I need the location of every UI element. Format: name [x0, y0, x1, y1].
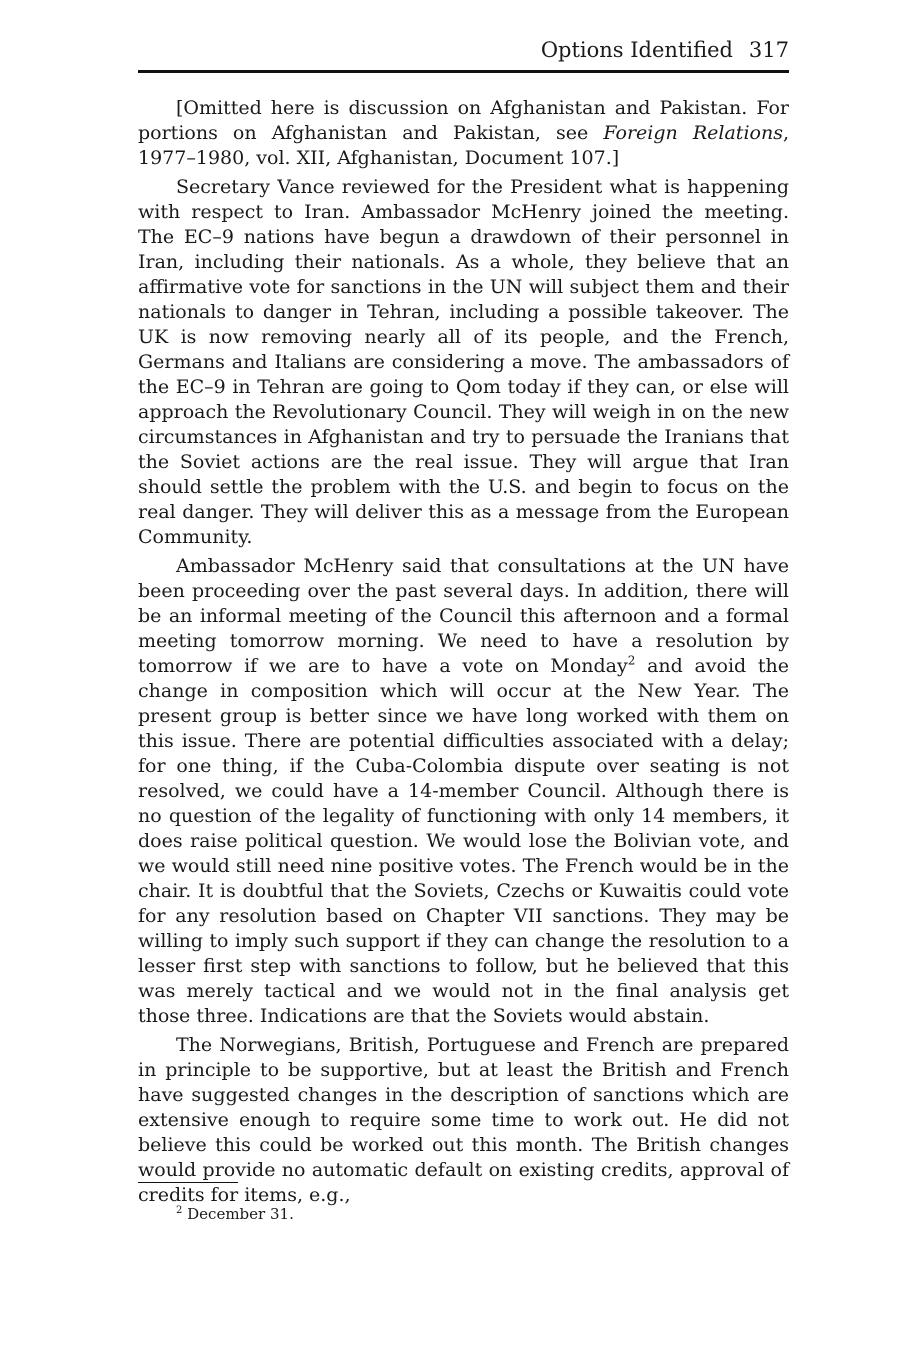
footnote-text: December 31.: [187, 1205, 294, 1223]
footnote-mark: 2: [176, 1205, 183, 1216]
paragraph-mchenry: [138, 554, 789, 1029]
paragraph-vance: Secretary Vance reviewed for the President what is happening with respect to Iran. Ambassador McHenry joined the meeting. The EC–9 nations have begun a drawdown of their personnel in Iran, including their nationals. As a whole, they believe that an affirmative vote for sanctions in the UN will subject them and their nationals to danger in Tehran, including a possible takeover. The UK is now removing nearly all of its people, and the French, Germans and Italians are considering a move. The ambassadors of the EC–9 in Tehran are going to Qom today if they can, or else will approach the Revolutionary Council. They will weigh in on the new circumstances in Afghanistan and try to persuade the Iranians that the Soviet actions are the real issue. They will argue that Iran should settle the problem with the U.S. and begin to focus on the real danger. They will deliver this as a message from the European Community.: [138, 176, 789, 548]
p3-text-before: Ambassador McHenry said that consultations at the UN have been proceeding over the past several days. In addition, there will be an informal meeting of the Council this afternoon and a formal meeting tomorrow morning. We need to have a resolution by tomorrow if we are to have a vote on Monday: [138, 555, 789, 677]
page-number: 317: [748, 38, 789, 62]
paragraph-omitted-note: [138, 96, 789, 171]
footnote-ref[interactable]: 2: [627, 653, 636, 668]
footnote: [176, 1205, 294, 1223]
p1-text-before: [Omitted here is discussion on Afghanistan and Pakistan. For portions on Afghanistan and Pakistan, see: [138, 97, 789, 144]
p3-text-after: and avoid the change in composition which will occur at the New Year. The present group is better since we have long worked with them on this issue. There are potential difficulties associated with a delay; for one thing, if the Cuba-Colombia dispute over seating is not resolved, we could have a 14-member Council. Although there is no question of the legality of functioning with only 14 members, it does raise political question. We would lose the Bolivian vote, and we would still need nine positive votes. The French would be in the chair. It is doubtful that the Soviets, Czechs or Kuwaitis could vote for any resolution based on Chapter VII sanctions. They may be willing to imply such support if they can change the resolution to a lesser first step with sanctions to follow, but he believed that this was merely tactical and we would not in the final analysis get those three. Indications are that the Soviets would abstain.: [138, 655, 789, 1027]
chapter-title: Options Identified: [540, 38, 733, 62]
footnote-rule: [138, 1182, 238, 1183]
paragraph-norwegians: The Norwegians, British, Portuguese and French are prepared in principle to be supportive, but at least the British and French have suggested changes in the description of sanctions which are extensive enough to require some time to work out. He did not believe this could be worked out this month. The British changes would provide no automatic default on existing credits, approval of credits for items, e.g.,: [138, 1034, 789, 1206]
p1-text-after: , 1977–1980, vol. XII, Afghanistan, Document 107.]: [138, 122, 789, 169]
publication-title: Foreign Relations: [603, 122, 783, 144]
running-header: [138, 36, 789, 73]
body-text: [138, 96, 789, 1212]
